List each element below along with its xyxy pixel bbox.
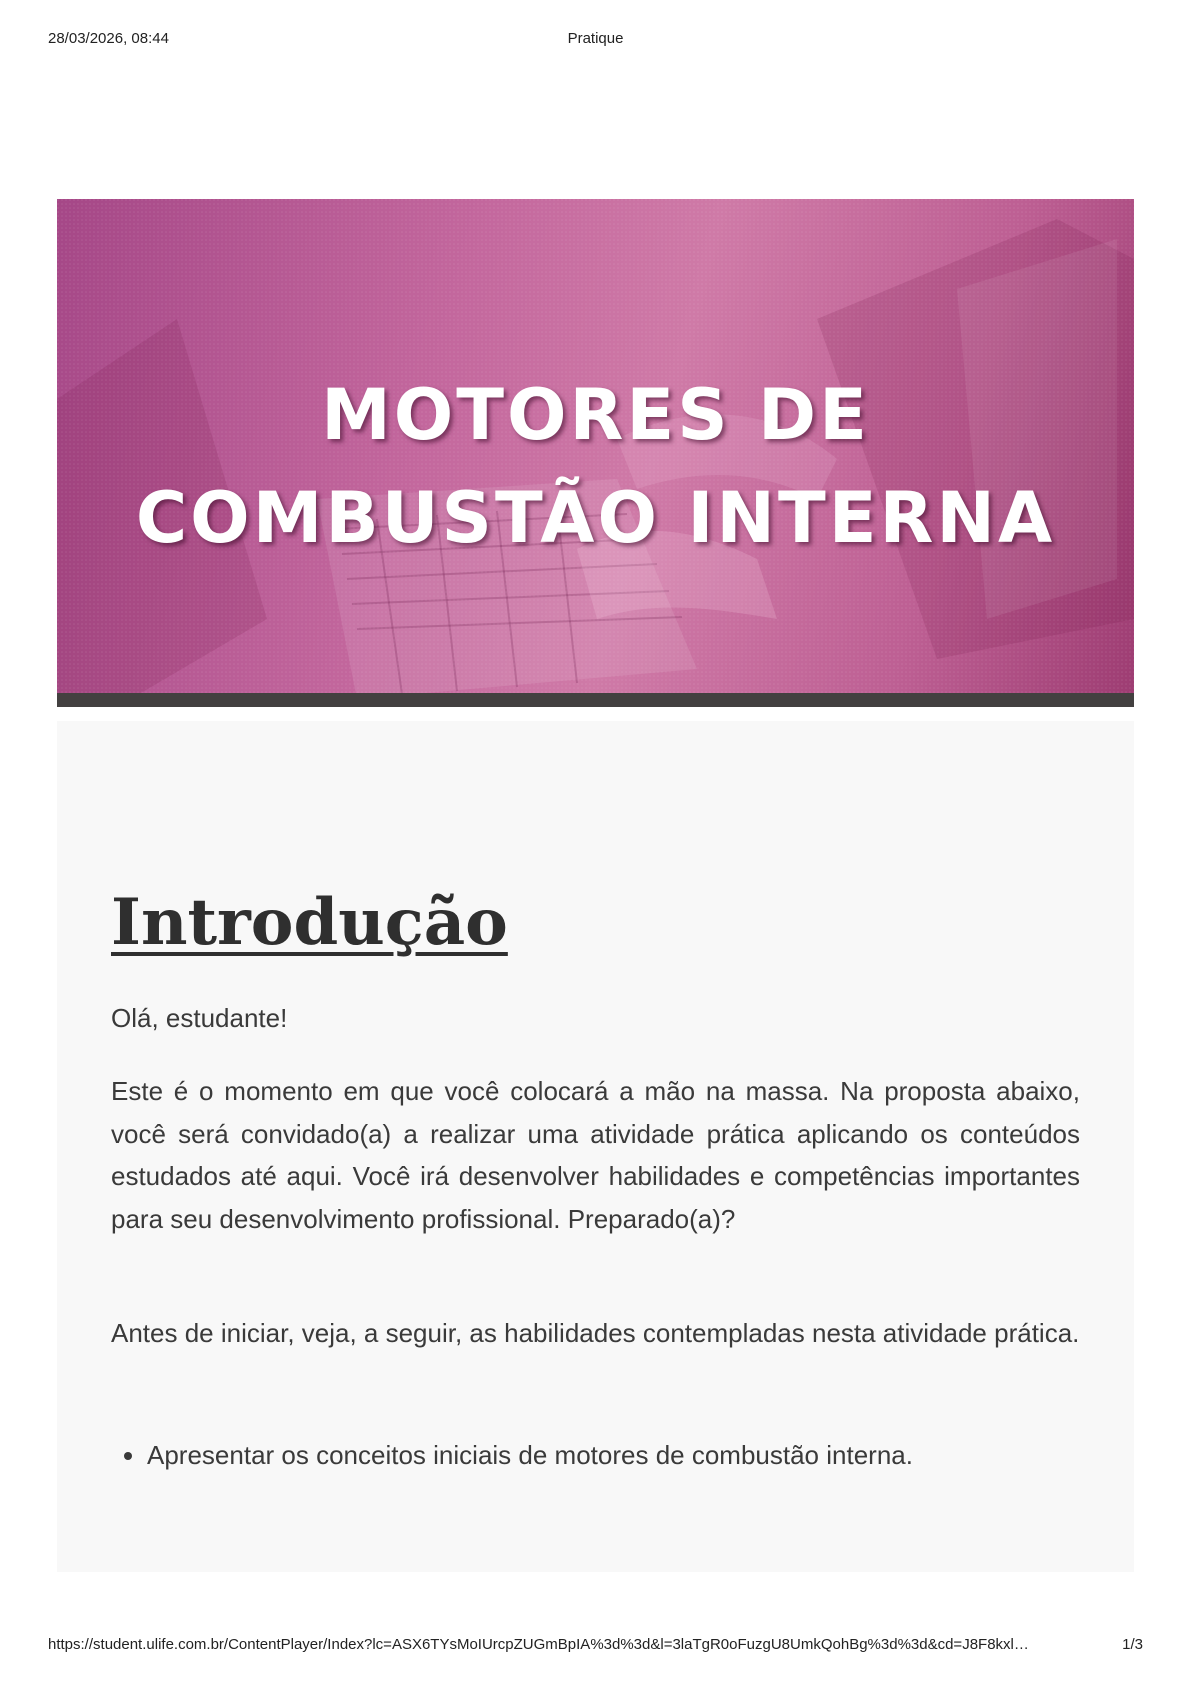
print-datetime: 28/03/2026, 08:44 bbox=[48, 30, 169, 47]
print-header bbox=[48, 30, 1143, 50]
section-heading: Introdução bbox=[111, 885, 508, 960]
print-page-indicator: 1/3 bbox=[1122, 1636, 1143, 1653]
skills-intro-block bbox=[111, 1312, 1080, 1355]
skills-list-block bbox=[57, 1434, 1080, 1476]
banner-title-line1: MOTORES DE bbox=[321, 374, 870, 456]
skills-list bbox=[57, 1434, 1080, 1476]
print-page-title: Pratique bbox=[567, 30, 624, 47]
skill-list-item: • Apresentar os conceitos iniciais de motores de combustão interna. bbox=[147, 1434, 1080, 1476]
banner-title bbox=[57, 365, 1134, 571]
greeting-block bbox=[111, 997, 1080, 1040]
banner-title-line2: COMBUSTÃO INTERNA bbox=[135, 477, 1056, 559]
print-url: https://student.ulife.com.br/ContentPlayer/Index?lc=ASX6TYsMoIUrcpZUGmBpIA%3d%3d&l=3laTgR0oFuzgU8UmkQohBg%3d%3d&cd=J8F8kxl… bbox=[48, 1636, 1029, 1653]
banner-bottom-bar bbox=[57, 693, 1134, 707]
intro-paragraph: Este é o momento em que você colocará a mão na massa. Na proposta abaixo, você será convidado(a) a realizar uma atividade prática aplicando os conteúdos estudados até aqui. Você irá desenvolver habilidades e competências importantes para seu desenvolvimento profissional. Preparado(a)? bbox=[111, 1076, 1080, 1234]
content-panel bbox=[57, 721, 1134, 1572]
print-footer bbox=[48, 1636, 1143, 1656]
skills-intro-paragraph: Antes de iniciar, veja, a seguir, as habilidades contempladas nesta atividade prática. bbox=[111, 1318, 1080, 1348]
greeting-text: Olá, estudante! bbox=[111, 1003, 288, 1033]
course-banner bbox=[57, 199, 1134, 707]
intro-paragraph-block bbox=[111, 1070, 1080, 1240]
